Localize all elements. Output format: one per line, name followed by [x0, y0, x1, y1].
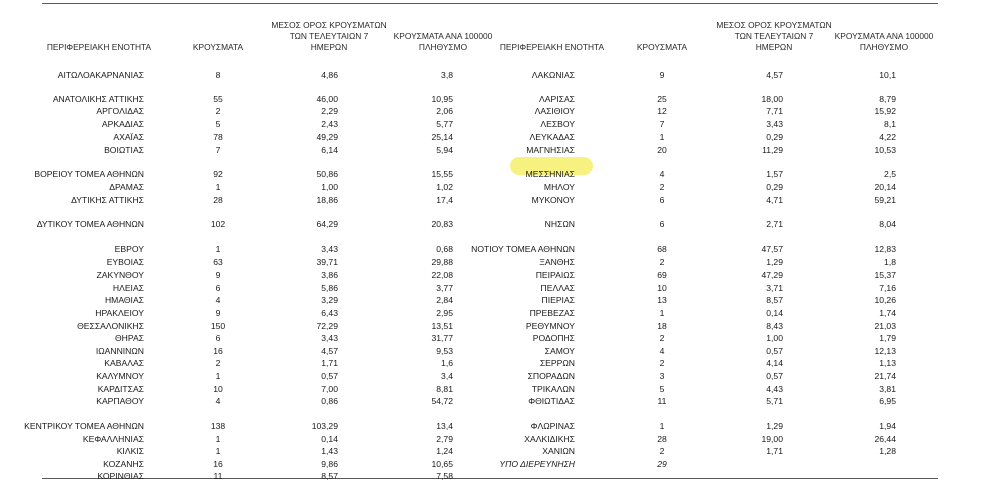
left-header-avg7-line2: ΤΩΝ ΤΕΛΕΥΤΑΙΩΝ 7 — [289, 31, 369, 41]
right-row-21-region: ΤΡΙΚΑΛΩΝ — [531, 384, 575, 394]
right-row-4-per100k: 4,22 — [879, 132, 896, 142]
right-row-9-region: ΝΗΣΩΝ — [544, 219, 575, 229]
left-row-22-per100k: 54,72 — [431, 396, 453, 406]
left-row-21-avg7: 7,00 — [321, 384, 338, 394]
left-row-15-region: ΗΡΑΚΛΕΙΟΥ — [95, 308, 144, 318]
left-row-23-per100k: 13,4 — [436, 421, 453, 431]
right-row-18-region: ΣΑΜΟΥ — [544, 346, 575, 356]
right-header-avg7-line3: ΗΜΕΡΩΝ — [755, 42, 793, 52]
left-row-27-avg7: 8,57 — [321, 471, 338, 481]
right-row-10-region: ΝΟΤΙΟΥ ΤΟΜΕΑ ΑΘΗΝΩΝ — [471, 244, 575, 254]
right-row-8-region: ΜΥΚΟΝΟΥ — [531, 195, 575, 205]
left-row-26-per100k: 10,65 — [431, 459, 453, 469]
left-row-18-cases: 16 — [213, 346, 223, 356]
left-row-8-cases: 28 — [213, 195, 223, 205]
left-row-14-cases: 4 — [215, 295, 221, 305]
left-row-10-region: ΕΒΡΟΥ — [114, 244, 144, 254]
left-row-11-cases: 63 — [213, 257, 223, 267]
right-row-6-region: ΜΕΣΣΗΝΙΑΣ — [525, 169, 575, 179]
right-header-avg7-line2: ΤΩΝ ΤΕΛΕΥΤΑΙΩΝ 7 — [734, 31, 814, 41]
left-row-7-per100k: 1,02 — [436, 182, 453, 192]
left-row-25-region: ΚΙΛΚΙΣ — [116, 446, 144, 456]
left-row-24-cases: 1 — [215, 434, 221, 444]
right-row-20-cases: 3 — [659, 371, 665, 381]
left-row-2-avg7: 2,29 — [321, 106, 338, 116]
right-row-12-cases: 69 — [657, 270, 667, 280]
right-row-16-per100k: 21,03 — [874, 321, 896, 331]
left-row-17-region: ΘΗΡΑΣ — [114, 333, 144, 343]
right-header-region: ΠΕΡΙΦΕΡΕΙΑΚΗ ΕΝΟΤΗΤΑ — [499, 42, 605, 52]
right-row-14-per100k: 10,26 — [874, 295, 896, 305]
left-row-10-cases: 1 — [215, 244, 221, 254]
left-header-cases: ΚΡΟΥΣΜΑΤΑ — [192, 42, 244, 52]
left-header-per100k — [394, 31, 493, 53]
right-row-20-per100k: 21,74 — [874, 371, 896, 381]
left-row-1-cases: 55 — [213, 94, 223, 104]
left-row-24-per100k: 2,79 — [436, 434, 453, 444]
left-row-4-region: ΑΧΑΪΑΣ — [113, 132, 144, 142]
right-row-8-cases: 6 — [659, 195, 665, 205]
left-row-23-avg7: 103,29 — [311, 421, 338, 431]
left-header-per100k-line1: ΚΡΟΥΣΜΑΤΑ ΑΝΑ 100000 — [393, 31, 493, 41]
right-row-18-avg7: 0,57 — [766, 346, 783, 356]
right-row-20-avg7: 0,57 — [766, 371, 783, 381]
right-row-6-per100k: 2,5 — [884, 169, 896, 179]
left-row-5-region: ΒΟΙΩΤΙΑΣ — [104, 145, 144, 155]
right-row-25-cases: 2 — [659, 446, 665, 456]
left-row-15-cases: 9 — [215, 308, 221, 318]
left-row-20-avg7: 0,57 — [321, 371, 338, 381]
right-row-11-cases: 2 — [659, 257, 665, 267]
right-row-12-avg7: 47,29 — [761, 270, 783, 280]
left-row-25-cases: 1 — [215, 446, 221, 456]
left-row-14-region: ΗΜΑΘΙΑΣ — [104, 295, 144, 305]
right-header-per100k — [835, 31, 934, 53]
right-row-13-avg7: 3,71 — [766, 283, 783, 293]
left-row-23-region: ΚΕΝΤΡΙΚΟΥ ΤΟΜΕΑ ΑΘΗΝΩΝ — [24, 421, 144, 431]
left-row-21-region: ΚΑΡΔΙΤΣΑΣ — [97, 384, 144, 394]
right-row-9-avg7: 2,71 — [766, 219, 783, 229]
right-row-1-avg7: 18,00 — [761, 94, 783, 104]
left-row-11-region: ΕΥΒΟΙΑΣ — [106, 257, 144, 267]
right-row-2-per100k: 15,92 — [874, 106, 896, 116]
left-row-5-per100k: 5,94 — [436, 145, 453, 155]
left-row-4-per100k: 25,14 — [431, 132, 453, 142]
right-row-21-avg7: 4,43 — [766, 384, 783, 394]
left-row-2-region: ΑΡΓΟΛΙΔΑΣ — [96, 106, 144, 116]
right-row-21-per100k: 3,81 — [879, 384, 896, 394]
right-row-4-cases: 1 — [659, 132, 665, 142]
left-row-13-region: ΗΛΕΙΑΣ — [112, 283, 144, 293]
left-row-16-per100k: 13,51 — [431, 321, 453, 331]
right-row-10-per100k: 12,83 — [874, 244, 896, 254]
left-row-16-region: ΘΕΣΣΑΛΟΝΙΚΗΣ — [77, 321, 144, 331]
right-row-11-per100k: 1,8 — [884, 257, 896, 267]
right-row-17-avg7: 1,00 — [766, 333, 783, 343]
left-row-24-avg7: 0,14 — [321, 434, 338, 444]
left-row-25-avg7: 1,43 — [321, 446, 338, 456]
left-row-3-region: ΑΡΚΑΔΙΑΣ — [101, 119, 144, 129]
left-row-26-region: ΚΟΖΑΝΗΣ — [103, 459, 144, 469]
right-row-22-avg7: 5,71 — [766, 396, 783, 406]
left-header-per100k-line2: ΠΛΗΘΥΣΜΟ — [418, 42, 468, 52]
right-row-1-region: ΛΑΡΙΣΑΣ — [539, 94, 575, 104]
right-row-7-region: ΜΗΛΟΥ — [543, 182, 575, 192]
right-header-avg7-line1: ΜΕΣΟΣ ΟΡΟΣ ΚΡΟΥΣΜΑΤΩΝ — [716, 20, 832, 30]
right-row-18-cases: 4 — [659, 346, 665, 356]
left-row-19-region: ΚΑΒΑΛΑΣ — [104, 358, 144, 368]
left-row-27-region: ΚΟΡΙΝΘΙΑΣ — [97, 471, 144, 481]
right-row-14-avg7: 8,57 — [766, 295, 783, 305]
right-row-24-per100k: 26,44 — [874, 434, 896, 444]
right-row-13-per100k: 7,16 — [879, 283, 896, 293]
right-row-17-cases: 2 — [659, 333, 665, 343]
left-row-8-per100k: 17,4 — [436, 195, 453, 205]
left-row-14-avg7: 3,29 — [321, 295, 338, 305]
left-header-region: ΠΕΡΙΦΕΡΕΙΑΚΗ ΕΝΟΤΗΤΑ — [46, 42, 152, 52]
left-row-3-per100k: 5,77 — [436, 119, 453, 129]
left-row-15-avg7: 6,43 — [321, 308, 338, 318]
right-row-5-region: ΜΑΓΝΗΣΙΑΣ — [526, 145, 575, 155]
left-row-23-cases: 138 — [210, 421, 226, 431]
right-row-23-per100k: 1,94 — [879, 421, 896, 431]
left-row-17-cases: 6 — [215, 333, 221, 343]
right-row-2-avg7: 7,71 — [766, 106, 783, 116]
left-row-12-per100k: 22,08 — [431, 270, 453, 280]
right-row-19-cases: 2 — [659, 358, 665, 368]
right-row-19-avg7: 4,14 — [766, 358, 783, 368]
left-row-6-cases: 92 — [213, 169, 223, 179]
right-row-15-region: ΠΡΕΒΕΖΑΣ — [529, 308, 575, 318]
left-row-25-per100k: 1,24 — [436, 446, 453, 456]
left-row-18-region: ΙΩΑΝΝΙΝΩΝ — [95, 346, 144, 356]
left-header-avg7 — [271, 20, 386, 53]
left-row-14-per100k: 2,84 — [436, 295, 453, 305]
right-row-9-cases: 6 — [659, 219, 665, 229]
left-row-20-per100k: 3,4 — [441, 371, 453, 381]
left-row-10-per100k: 0,68 — [436, 244, 453, 254]
right-row-19-region: ΣΕΡΡΩΝ — [539, 358, 575, 368]
left-row-16-cases: 150 — [210, 321, 226, 331]
left-row-10-avg7: 3,43 — [321, 244, 338, 254]
right-row-16-region: ΡΕΘΥΜΝΟΥ — [525, 321, 575, 331]
left-row-19-avg7: 1,71 — [321, 358, 338, 368]
left-row-0-per100k: 3,8 — [441, 70, 453, 80]
left-row-7-region: ΔΡΑΜΑΣ — [109, 182, 144, 192]
left-row-22-cases: 4 — [215, 396, 221, 406]
right-row-16-avg7: 8,43 — [766, 321, 783, 331]
left-row-26-avg7: 9,86 — [321, 459, 338, 469]
left-row-17-per100k: 31,77 — [431, 333, 453, 343]
left-row-15-per100k: 2,95 — [436, 308, 453, 318]
left-row-18-avg7: 4,57 — [321, 346, 338, 356]
right-row-25-avg7: 1,71 — [766, 446, 783, 456]
right-row-15-cases: 1 — [659, 308, 665, 318]
right-row-25-per100k: 1,28 — [879, 446, 896, 456]
right-row-2-cases: 12 — [657, 106, 667, 116]
right-row-8-avg7: 4,71 — [766, 195, 783, 205]
right-row-13-cases: 10 — [657, 283, 667, 293]
right-row-10-avg7: 47,57 — [761, 244, 783, 254]
left-row-18-per100k: 9,53 — [436, 346, 453, 356]
left-row-2-per100k: 2,06 — [436, 106, 453, 116]
left-row-5-cases: 7 — [215, 145, 221, 155]
left-row-2-cases: 2 — [215, 106, 221, 116]
right-row-3-region: ΛΕΣΒΟΥ — [540, 119, 575, 129]
right-row-13-region: ΠΕΛΛΑΣ — [540, 283, 575, 293]
right-row-14-cases: 13 — [657, 295, 667, 305]
left-row-22-region: ΚΑΡΠΑΘΟΥ — [96, 396, 144, 406]
left-row-11-avg7: 39,71 — [316, 257, 338, 267]
left-row-0-cases: 8 — [215, 70, 221, 80]
right-row-14-region: ΠΙΕΡΙΑΣ — [541, 295, 575, 305]
right-header-per100k-line1: ΚΡΟΥΣΜΑΤΑ ΑΝΑ 100000 — [834, 31, 934, 41]
top-rule — [42, 3, 938, 4]
left-row-22-avg7: 0,86 — [321, 396, 338, 406]
right-row-19-per100k: 1,13 — [879, 358, 896, 368]
left-header-avg7-line1: ΜΕΣΟΣ ΟΡΟΣ ΚΡΟΥΣΜΑΤΩΝ — [271, 20, 387, 30]
left-row-9-cases: 102 — [210, 219, 226, 229]
left-header-avg7-line3: ΗΜΕΡΩΝ — [310, 42, 348, 52]
left-row-12-avg7: 3,86 — [321, 270, 338, 280]
right-row-5-cases: 20 — [657, 145, 667, 155]
right-row-18-per100k: 12,13 — [874, 346, 896, 356]
right-row-11-region: ΞΑΝΘΗΣ — [539, 257, 575, 267]
left-row-1-region: ΑΝΑΤΟΛΙΚΗΣ ΑΤΤΙΚΗΣ — [52, 94, 144, 104]
left-row-8-avg7: 18,86 — [316, 195, 338, 205]
right-row-12-region: ΠΕΙΡΑΙΩΣ — [535, 270, 575, 280]
right-row-2-region: ΛΑΣΙΘΙΟΥ — [534, 106, 575, 116]
left-row-21-cases: 10 — [213, 384, 223, 394]
left-row-1-avg7: 46,00 — [316, 94, 338, 104]
left-row-20-cases: 1 — [215, 371, 221, 381]
left-row-4-cases: 78 — [213, 132, 223, 142]
right-row-1-per100k: 8,79 — [879, 94, 896, 104]
left-row-13-cases: 6 — [215, 283, 221, 293]
left-row-26-cases: 16 — [213, 459, 223, 469]
right-row-0-region: ΛΑΚΩΝΙΑΣ — [531, 70, 575, 80]
right-row-12-per100k: 15,37 — [874, 270, 896, 280]
right-row-6-avg7: 1,57 — [766, 169, 783, 179]
right-row-22-cases: 11 — [657, 396, 667, 406]
right-row-24-cases: 28 — [657, 434, 667, 444]
left-row-21-per100k: 8,81 — [436, 384, 453, 394]
left-row-9-per100k: 20,83 — [431, 219, 453, 229]
right-header-avg7 — [716, 20, 831, 53]
left-row-19-cases: 2 — [215, 358, 221, 368]
right-row-22-per100k: 6,95 — [879, 396, 896, 406]
left-row-11-per100k: 29,88 — [431, 257, 453, 267]
right-row-20-region: ΣΠΟΡΑΔΩΝ — [527, 371, 575, 381]
left-row-8-region: ΔΥΤΙΚΗΣ ΑΤΤΙΚΗΣ — [71, 195, 144, 205]
right-row-0-avg7: 4,57 — [766, 70, 783, 80]
left-row-9-region: ΔΥΤΙΚΟΥ ΤΟΜΕΑ ΑΘΗΝΩΝ — [36, 219, 144, 229]
right-header-cases: ΚΡΟΥΣΜΑΤΑ — [636, 42, 688, 52]
right-row-3-per100k: 8,1 — [884, 119, 896, 129]
left-row-1-per100k: 10,95 — [431, 94, 453, 104]
left-row-13-avg7: 5,86 — [321, 283, 338, 293]
right-row-6-cases: 4 — [659, 169, 665, 179]
left-row-12-region: ΖΑΚΥΝΘΟΥ — [96, 270, 144, 280]
left-row-0-region: ΑΙΤΩΛΟΑΚΑΡΝΑΝΙΑΣ — [57, 70, 144, 80]
right-row-4-region: ΛΕΥΚΑΔΑΣ — [529, 132, 575, 142]
right-row-22-region: ΦΘΙΩΤΙΔΑΣ — [528, 396, 575, 406]
left-row-7-avg7: 1,00 — [321, 182, 338, 192]
left-row-17-avg7: 3,43 — [321, 333, 338, 343]
right-row-4-avg7: 0,29 — [766, 132, 783, 142]
right-row-7-cases: 2 — [659, 182, 665, 192]
left-row-7-cases: 1 — [215, 182, 221, 192]
right-row-9-per100k: 8,04 — [879, 219, 896, 229]
right-row-23-avg7: 1,29 — [766, 421, 783, 431]
left-row-24-region: ΚΕΦΑΛΛΗΝΙΑΣ — [82, 434, 144, 444]
right-row-17-per100k: 1,79 — [879, 333, 896, 343]
left-row-5-avg7: 6,14 — [321, 145, 338, 155]
right-row-7-per100k: 20,14 — [874, 182, 896, 192]
left-row-16-avg7: 72,29 — [316, 321, 338, 331]
left-row-6-avg7: 50,86 — [316, 169, 338, 179]
left-row-9-avg7: 64,29 — [316, 219, 338, 229]
right-row-5-per100k: 10,53 — [874, 145, 896, 155]
left-row-27-cases: 11 — [213, 471, 223, 481]
right-row-21-cases: 5 — [659, 384, 665, 394]
right-row-11-avg7: 1,29 — [766, 257, 783, 267]
left-row-4-avg7: 49,29 — [316, 132, 338, 142]
left-row-3-cases: 5 — [215, 119, 221, 129]
left-row-27-per100k: 7,58 — [436, 471, 453, 481]
right-row-23-cases: 1 — [659, 421, 665, 431]
right-row-24-avg7: 19,00 — [761, 434, 783, 444]
right-row-26-region: ΥΠΟ ΔΙΕΡΕΥΝΗΣΗ — [499, 459, 575, 469]
right-row-16-cases: 18 — [657, 321, 667, 331]
right-row-26-cases: 29 — [657, 459, 667, 469]
left-row-6-per100k: 15,55 — [431, 169, 453, 179]
right-row-8-per100k: 59,21 — [874, 195, 896, 205]
right-row-15-avg7: 0,14 — [766, 308, 783, 318]
left-row-3-avg7: 2,43 — [321, 119, 338, 129]
right-row-0-per100k: 10,1 — [879, 70, 896, 80]
right-row-5-avg7: 11,29 — [762, 145, 783, 155]
right-row-17-region: ΡΟΔΟΠΗΣ — [532, 333, 575, 343]
left-row-19-per100k: 1,6 — [441, 358, 453, 368]
left-row-13-per100k: 3,77 — [436, 283, 453, 293]
right-row-23-region: ΦΛΩΡΙΝΑΣ — [530, 421, 575, 431]
right-row-1-cases: 25 — [657, 94, 667, 104]
left-row-6-region: ΒΟΡΕΙΟΥ ΤΟΜΕΑ ΑΘΗΝΩΝ — [34, 169, 144, 179]
left-row-20-region: ΚΑΛΥΜΝΟΥ — [96, 371, 144, 381]
right-row-24-region: ΧΑΛΚΙΔΙΚΗΣ — [524, 434, 575, 444]
right-row-3-cases: 7 — [659, 119, 665, 129]
right-row-0-cases: 9 — [659, 70, 665, 80]
left-row-0-avg7: 4,86 — [321, 70, 338, 80]
bottom-rule — [42, 478, 938, 479]
right-row-15-per100k: 1,74 — [879, 308, 896, 318]
right-row-7-avg7: 0,29 — [766, 182, 783, 192]
left-row-12-cases: 9 — [215, 270, 221, 280]
right-row-10-cases: 68 — [657, 244, 667, 254]
right-row-25-region: ΧΑΝΙΩΝ — [542, 446, 575, 456]
right-row-3-avg7: 3,43 — [766, 119, 783, 129]
right-header-per100k-line2: ΠΛΗΘΥΣΜΟ — [859, 42, 909, 52]
